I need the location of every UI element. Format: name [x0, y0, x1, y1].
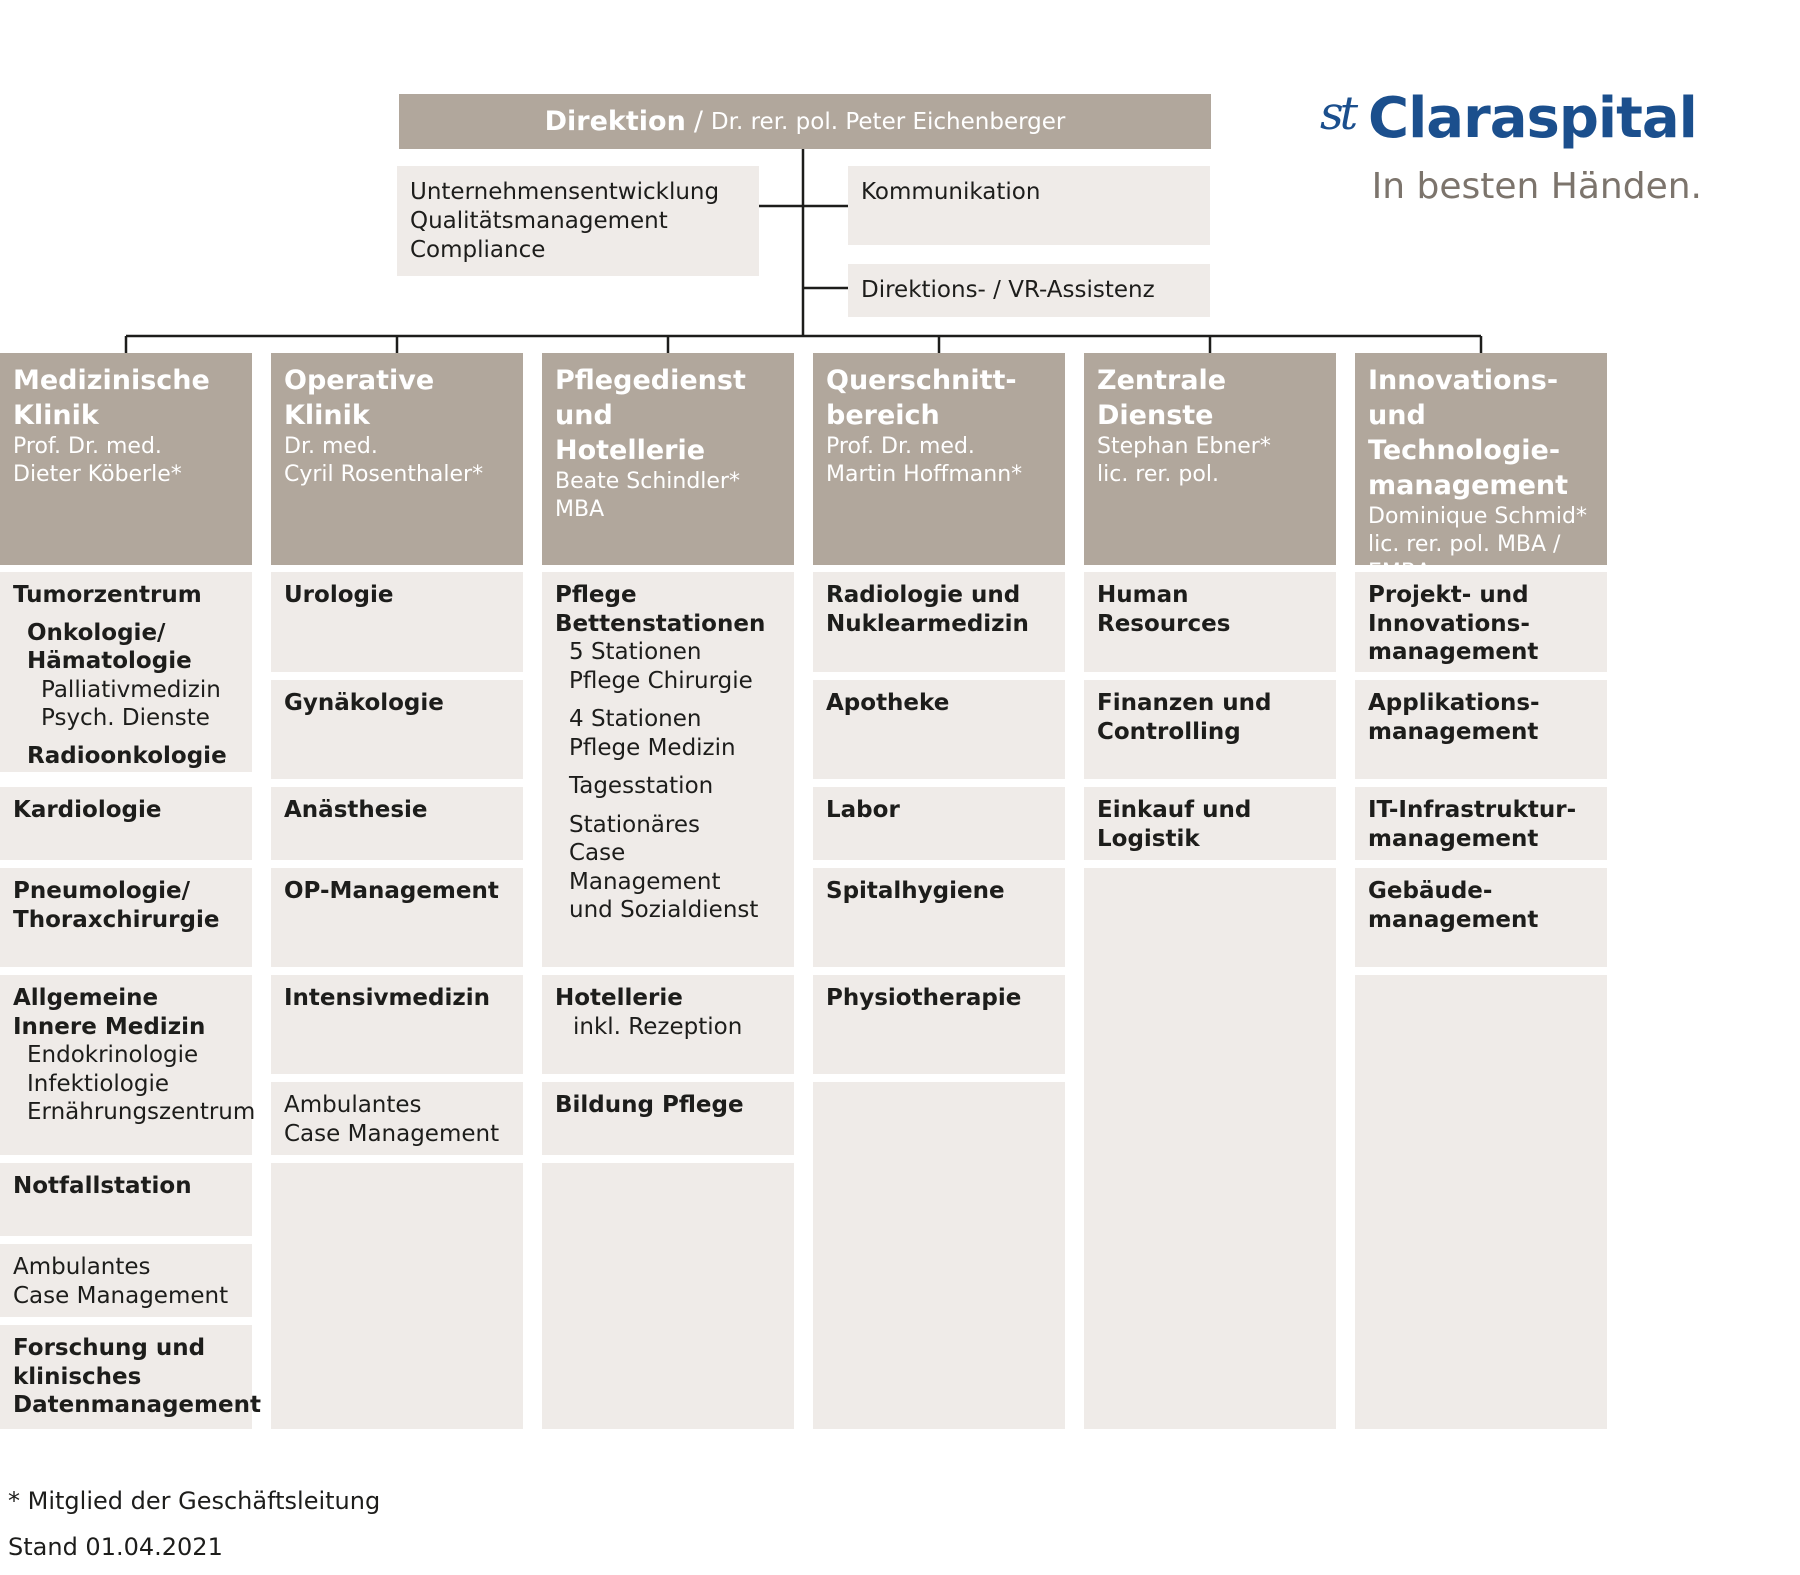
header-title: Klinik — [284, 400, 370, 431]
cell-title: Innovations- — [1368, 610, 1530, 637]
cell-labor — [813, 787, 1065, 860]
cell-title: Einkauf und — [1097, 797, 1252, 823]
cell-hotellerie — [542, 975, 794, 1074]
staff-line: Compliance — [410, 237, 546, 263]
cell-apotheke — [813, 680, 1065, 779]
header-title: Hotellerie — [555, 435, 706, 466]
header-person: Dieter Köberle* — [13, 462, 182, 487]
cell-title: Radioonkologie — [27, 742, 227, 769]
cell-anaesthesie — [271, 787, 523, 860]
cell-human-resources — [1084, 572, 1336, 672]
cell-title: Thoraxchirurgie — [13, 906, 220, 933]
cell-op-management — [271, 868, 523, 967]
header-title: Operative — [284, 365, 435, 396]
header-title: Dienste — [1097, 400, 1214, 431]
cell-title: Logistik — [1097, 825, 1200, 852]
cell-urologie — [271, 572, 523, 672]
staff-unternehmensentwicklung — [397, 166, 759, 276]
cell-title: Tumorzentrum — [13, 582, 202, 608]
cell-title: Allgemeine — [13, 985, 159, 1011]
cell-pflege-bettenstationen — [542, 572, 794, 967]
header-zentrale-dienste — [1084, 353, 1336, 565]
cell-title: Bildung Pflege — [555, 1092, 744, 1118]
header-title: Klinik — [13, 400, 99, 431]
cell-empty — [813, 1082, 1065, 1429]
cell-sub: 5 Stationen — [569, 639, 702, 665]
cell-title: Gebäude- — [1368, 878, 1493, 904]
cell-title: klinisches — [13, 1363, 142, 1390]
header-querschnittbereich — [813, 353, 1065, 565]
cell-einkauf — [1084, 787, 1336, 860]
cell-gebaeudemanagement — [1355, 868, 1607, 967]
header-title: Pflegedienst und — [555, 365, 746, 431]
cell-sub: 4 Stationen — [569, 706, 702, 732]
claraspital-logo — [1320, 86, 1712, 216]
header-person: Prof. Dr. med. — [826, 434, 975, 459]
cell-empty — [542, 1163, 794, 1429]
header-pflegedienst — [542, 353, 794, 565]
header-operative-klinik — [271, 353, 523, 565]
direktion-person: Dr. rer. pol. Peter Eichenberger — [710, 108, 1066, 135]
cell-sub: Pflege Medizin — [569, 734, 736, 761]
cell-ambulantes-case-management-1 — [0, 1244, 252, 1317]
header-person: lic. rer. pol. MBA / — [1368, 532, 1561, 557]
cell-sub: Stationäres — [569, 811, 700, 838]
header-title: Zentrale — [1097, 365, 1227, 396]
cell-sub: Case Management — [13, 1282, 229, 1309]
logo-name: Claraspital — [1368, 86, 1697, 151]
header-title: Technologie- — [1368, 435, 1561, 466]
header-person: Cyril Rosenthaler* — [284, 462, 484, 487]
cell-allgemeine-innere-medizin — [0, 975, 256, 1155]
header-title: Innovations- und — [1368, 365, 1559, 431]
logo-slogan: In besten Händen. — [1371, 166, 1702, 207]
cell-title: Finanzen und — [1097, 690, 1272, 716]
cell-sub: Infektiologie — [27, 1070, 170, 1097]
direktion-box — [399, 94, 1211, 149]
cell-title: Labor — [826, 797, 900, 823]
cell-finanzen — [1084, 680, 1336, 779]
header-title: management — [1368, 470, 1569, 501]
header-person: lic. rer. pol. — [1097, 462, 1219, 487]
cell-title: Onkologie/ — [27, 619, 166, 646]
cell-title: Radiologie und — [826, 582, 1021, 608]
cell-notfallstation — [0, 1163, 252, 1236]
staff-kommunikation — [848, 166, 1210, 245]
cell-title: Spitalhygiene — [826, 878, 1005, 904]
cell-tumorzentrum — [0, 572, 252, 772]
staff-line: Direktions- / VR-Assistenz — [861, 277, 1155, 303]
cell-sub: und Sozialdienst — [569, 897, 759, 923]
stand-date: Stand 01.04.2021 — [8, 1533, 223, 1561]
header-title: Medizinische — [13, 365, 210, 396]
header-person: Dominique Schmid* — [1368, 504, 1587, 529]
cell-title: OP-Management — [284, 878, 499, 904]
cell-title: IT-Infrastruktur- — [1368, 797, 1577, 823]
cell-title: Pflege — [555, 582, 637, 608]
cell-title: Urologie — [284, 582, 394, 608]
cell-title: Physiotherapie — [826, 985, 1022, 1011]
cell-title: Innere Medizin — [13, 1013, 206, 1040]
cell-sub: Ambulantes — [13, 1254, 151, 1280]
cell-empty — [1355, 975, 1607, 1429]
cell-ambulantes-case-management-2 — [271, 1082, 523, 1155]
cell-sub: Palliativmedizin — [41, 676, 221, 703]
cell-kardiologie — [0, 787, 252, 860]
cell-title: management — [1368, 718, 1539, 745]
cell-gynaekologie — [271, 680, 523, 779]
cell-sub: Psych. Dienste — [41, 705, 210, 731]
cell-sub: Endokrinologie — [27, 1042, 199, 1068]
header-person: Dr. med. — [284, 434, 378, 459]
cell-title: Controlling — [1097, 718, 1241, 745]
cell-pneumologie — [0, 868, 252, 967]
cell-intensivmedizin — [271, 975, 523, 1074]
header-person: MBA — [555, 497, 605, 522]
cell-title: Notfallstation — [13, 1173, 192, 1199]
cell-title: Projekt- und — [1368, 582, 1529, 608]
cell-sub: inkl. Rezeption — [573, 1013, 743, 1040]
cell-title: Hämatologie — [27, 648, 192, 674]
header-innovation-technologie — [1355, 353, 1607, 565]
cell-title: management — [1368, 639, 1539, 665]
staff-line: Unternehmensentwicklung — [410, 179, 720, 205]
cell-empty — [271, 1163, 523, 1429]
cell-sub: Pflege Chirurgie — [569, 667, 753, 694]
cell-title: Kardiologie — [13, 797, 162, 823]
staff-line: Kommunikation — [861, 179, 1041, 205]
header-person: Martin Hoffmann* — [826, 462, 1023, 487]
header-person: Prof. Dr. med. — [13, 434, 162, 459]
cell-sub: Ernährungszentrum — [27, 1099, 256, 1125]
header-title: Querschnitt- — [826, 365, 1017, 396]
cell-physiotherapie — [813, 975, 1065, 1074]
cell-radiologie — [813, 572, 1065, 672]
cell-title: Hotellerie — [555, 985, 683, 1011]
cell-it-infrastruktur — [1355, 787, 1607, 860]
cell-forschung — [0, 1325, 261, 1429]
cell-spitalhygiene — [813, 868, 1065, 967]
cell-title: Anästhesie — [284, 797, 428, 823]
staff-line: Qualitätsmanagement — [410, 208, 668, 234]
cell-title: Datenmanagement — [13, 1392, 261, 1418]
cell-empty — [1084, 868, 1336, 1429]
cell-title: management — [1368, 906, 1539, 933]
cell-sub: Ambulantes — [284, 1092, 422, 1118]
direktion-title: Direktion — [544, 106, 686, 137]
header-person: Beate Schindler* — [555, 469, 740, 494]
cell-sub: Case Management — [284, 1120, 500, 1147]
staff-assistenz — [848, 264, 1210, 317]
logo-mark: st — [1320, 86, 1355, 140]
header-person: Stephan Ebner* — [1097, 434, 1271, 459]
cell-title: Apotheke — [826, 690, 950, 716]
header-medizinische-klinik — [0, 353, 252, 565]
cell-sub: Case Management — [569, 840, 721, 895]
cell-title: Gynäkologie — [284, 690, 444, 716]
cell-title: Applikations- — [1368, 690, 1540, 716]
direktion-separator: / — [693, 106, 703, 137]
cell-title: Nuklearmedizin — [826, 610, 1029, 637]
footnote: * Mitglied der Geschäftsleitung — [8, 1487, 381, 1515]
cell-title: Human Resources — [1097, 582, 1231, 637]
cell-applikationsmanagement — [1355, 680, 1607, 779]
cell-projekt-innovation — [1355, 572, 1607, 672]
cell-title: Intensivmedizin — [284, 985, 491, 1011]
cell-title: Forschung und — [13, 1335, 206, 1361]
cell-sub: Tagesstation — [569, 773, 714, 799]
cell-bildung-pflege — [542, 1082, 794, 1155]
cell-title: Pneumologie/ — [13, 878, 191, 904]
cell-title: Bettenstationen — [555, 610, 766, 637]
header-title: bereich — [826, 400, 940, 431]
cell-title: management — [1368, 825, 1539, 852]
